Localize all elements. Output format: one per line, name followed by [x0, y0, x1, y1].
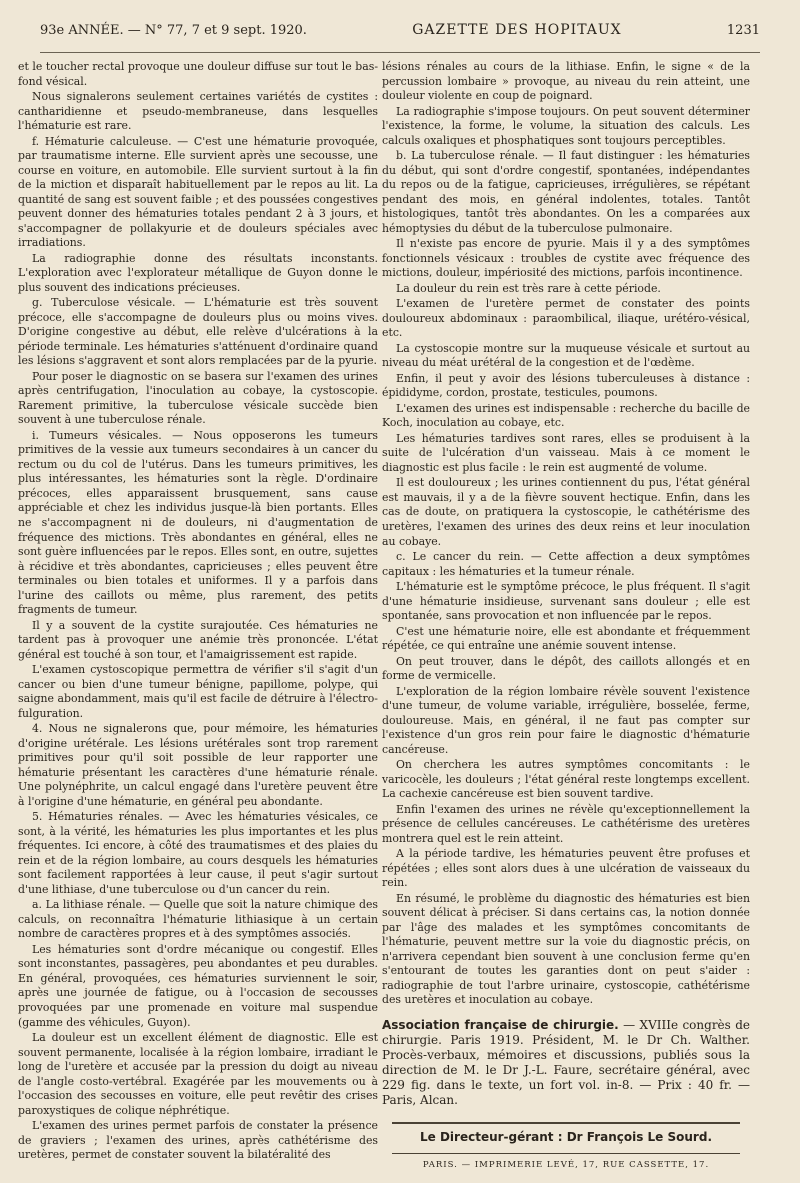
paragraph: i. Tumeurs vésicales. — Nous opposerons les tumeurs primitives de la vessie aux tumeurs secondaires à un cancer du rectum ou du col de l'utérus. Dans les tumeurs primitives, les plus intéressantes, les hématuries sont la règle. D'ordinaire précoces, elles apparaissent brusquement, sans cause appréciable et chez les individus jusque-là bien portants. Elles ne s'accompagnent ni de douleurs, ni d'augmentation de fréquence des mictions. Très abondantes en général, elles ne sont guère influencées par le repos. Elles sont, en outre, sujettes à récidive et très abondantes, capricieuses ; elles peuvent être terminales ou bien totales et uniformes. Il y a parfois dans l'urine des caillots ou même, plus rarement, des petits fragments de tumeur. [18, 428, 378, 617]
issue-info: 93e ANNÉE. — N° 77, 7 et 9 sept. 1920. [40, 23, 307, 38]
paragraph: 5. Hématuries rénales. — Avec les hématuries vésicales, ce sont, à la vérité, les hématuries les plus importantes et les plus fréquentes. Ici encore, à côté des traumatismes et des plaies du rein et de la région lombaire, au cours desquels les hématuries sont facilement rapportées à leur cause, il peut s'agir surtout d'une lithiase, d'une tuberculose ou d'un cancer du rein. [18, 810, 378, 896]
footer-box [392, 1122, 740, 1154]
paragraph: lésions rénales au cours de la lithiase. Enfin, le signe « de la percussion lombaire » provoque, au niveau du rein atteint, une douleur violente en coup de poignard. [382, 60, 750, 103]
page-number: 1231 [726, 23, 760, 38]
paragraph: b. La tuberculose rénale. — Il faut distinguer : les hématuries du début, qui sont d'ordre congestif, spontanées, indépendantes du repos ou de la fatigue, capricieuses, irrégulières, se répétant pendant des mois, en général indolentes, totales. Tantôt histologiques, tantôt très abondantes. On les a comparées aux hémoptysies du début de la tuberculose pulmonaire. [382, 149, 750, 235]
director-line: Le Directeur-gérant : Dr François Le Sourd. [420, 1130, 712, 1144]
paragraph: Il est douloureux ; les urines contiennent du pus, l'état général est mauvais, il y a de la fièvre souvent hectique. Enfin, dans les cas de doute, on pratiquera la cystoscopie, le cathétérisme des uretères, l'examen des urines des deux reins et leur inoculation au cobaye. [382, 476, 750, 548]
paragraph: On cherchera les autres symptômes concomitants : le varicocèle, les douleurs ; l'état général reste longtemps excellent. La cachexie cancéreuse est bien souvent tardive. [382, 758, 750, 801]
printer-line: PARIS. — IMPRIMERIE LEVÉ, 17, RUE CASSETTE, 17. [422, 1159, 710, 1170]
announcement-body: — XVIIIe congrès de chirurgie. Paris 1919. Président, M. le Dr Ch. Walther. Procès-verbaux, mémoires et discussions, publiés sous la direction de M. le Dr J.-L. Faure, secrétaire général, avec 229 fig. dans le texte, un fort vol. in-8. — Prix : 40 fr. — Paris, Alcan. [382, 1018, 750, 1107]
paragraph: 4. Nous ne signalerons que, pour mémoire, les hématuries d'origine urétérale. Les lésions urétérales sont trop rarement primitives pour qu'il soit possible de leur rapporter une hématurie présentant les caractères d'une hématurie rénale. Une polynéphrite, un calcul engagé dans l'uretère peuvent être à l'origine d'une hématurie, en général peu abondante. [18, 722, 378, 808]
paragraph: Nous signalerons seulement certaines variétés de cystites : cantharidienne et pseudo-membraneuse, dans lesquelles l'hématurie est rare. [18, 90, 378, 133]
page-header [40, 22, 760, 53]
paragraph: a. La lithiase rénale. — Quelle que soit la nature chimique des calculs, on reconnaîtra l'hématurie lithiasique à un certain nombre de caractères propres et à des symptômes associés. [18, 898, 378, 941]
left-column [18, 60, 378, 1164]
announcement-head: Association française de chirurgie. [382, 1018, 619, 1032]
paragraph: Les hématuries sont d'ordre mécanique ou congestif. Elles sont inconstantes, passagères, peu abondantes et peu durables. En général, provoquées, ces hématuries surviennent le soir, après une journée de fatigue, ou à l'occasion de secousses provoquées par une promenade en voiture mal suspendue (gamme des véhicules, Guyon). [18, 942, 378, 1029]
paragraph: Enfin l'examen des urines ne révèle qu'exceptionnellement la présence de cellules cancéreuses. Le cathétérisme des uretères montrera quel est le rein atteint. [382, 802, 750, 845]
paragraph: La radiographie s'impose toujours. On peut souvent déterminer l'existence, la forme, le volume, la situation des calculs. Les calculs oxaliques et phosphatiques sont toujours perceptibles. [382, 104, 750, 147]
paragraph: Enfin, il peut y avoir des lésions tuberculeuses à distance : épididyme, cordon, prostate, testicules, poumons. [382, 371, 750, 400]
paragraph: c. Le cancer du rein. — Cette affection a deux symptômes capitaux : les hématuries et la tumeur rénale. [382, 550, 750, 578]
paragraph: L'examen cystoscopique permettra de vérifier s'il s'agit d'un cancer ou bien d'une tumeur bénigne, papillome, polype, qui saigne abondamment, mais qu'il est facile de détruire à l'électro-fulguration. [18, 663, 378, 720]
paragraph: C'est une hématurie noire, elle est abondante et fréquemment répétée, ce qui entraîne une anémie souvent intense. [382, 624, 750, 653]
paragraph: En résumé, le problème du diagnostic des hématuries est bien souvent délicat à préciser. Si dans certains cas, la notion donnée par l'âge des malades et les symptômes concomitants de l'hématurie, peuvent mettre sur la voie du diagnostic précis, on n'arrivera cependant bien souvent à une conclusion ferme qu'en s'entourant de toutes les garanties dont on peut s'aider : radiographie de tout l'arbre urinaire, cystoscopie, cathétérisme des uretères et inoculation au cobaye. [382, 891, 750, 1007]
paragraph: A la période tardive, les hématuries peuvent être profuses et répétées ; elles sont alors dues à une ulcération de vaisseaux du rein. [382, 847, 750, 890]
paragraph: L'examen de l'uretère permet de constater des points douloureux abdominaux : paraombilical, iliaque, urétéro-vésical, etc. [382, 297, 750, 340]
right-column [382, 60, 750, 1172]
paragraph: L'examen des urines est indispensable : recherche du bacille de Koch, inoculation au cobaye, etc. [382, 401, 750, 430]
paragraph: Il n'existe pas encore de pyurie. Mais il y a des symptômes fonctionnels vésicaux : troubles de cystite avec fréquence des mictions, douleur, impériosité des mictions, parfois incontinence. [382, 237, 750, 280]
paragraph: g. Tuberculose vésicale. — L'hématurie est très souvent précoce, elle s'accompagne de douleurs plus ou moins vives. D'origine congestive au début, elle relève d'ulcérations à la période terminale. Les hématuries s'atténuent d'ordinaire quand les lésions s'aggravent et sont alors remplacées par de la pyurie. [18, 296, 378, 368]
paragraph: Il y a souvent de la cystite surajoutée. Ces hématuries ne tardent pas à provoquer une anémie très prononcée. L'état général est touché à son tour, et l'amaigrissement est rapide. [18, 618, 378, 661]
paragraph: Les hématuries tardives sont rares, elles se produisent à la suite de l'ulcération d'un vaisseau. Mais à ce moment le diagnostic est plus facile : le rein est augmenté de volume. [382, 431, 750, 474]
paragraph: Pour poser le diagnostic on se basera sur l'examen des urines après centrifugation, l'inoculation au cobaye, la cystoscopie. Rarement primitive, la tuberculose vésicale succède bien souvent à une tuberculose rénale. [18, 369, 378, 427]
paragraph: L'exploration de la région lombaire révèle souvent l'existence d'une tumeur, de volume variable, irrégulière, bosselée, ferme, douloureuse. Mais, en général, il ne faut pas compter sur l'existence d'un gros rein pour faire le diagnostic d'hématurie cancéreuse. [382, 684, 750, 756]
paragraph: et le toucher rectal provoque une douleur diffuse sur tout le bas-fond vésical. [18, 60, 378, 88]
journal-title: GAZETTE DES HOPITAUX [412, 22, 622, 38]
paragraph: La douleur du rein est très rare à cette période. [396, 281, 661, 295]
paragraph: L'examen des urines permet parfois de constater la présence de graviers ; l'examen des urines, après cathétérisme des uretères, permet de constater souvent la bilatéralité des [18, 1119, 378, 1162]
announcement [382, 1018, 750, 1108]
paragraph: La cystoscopie montre sur la muqueuse vésicale et surtout au niveau du méat urétéral de la congestion et de l'œdème. [382, 341, 750, 370]
paragraph: f. Hématurie calculeuse. — C'est une hématurie provoquée, par traumatisme interne. Elle survient après une secousse, une course en voiture, en automobile. Elle survient surtout à la fin de la miction et disparaît habituellement par le repos au lit. La quantité de sang est souvent faible ; et des poussées congestives peuvent donner des hématuries totales pendant 2 à 3 jours, et s'accompagner de pollakyurie et de douleurs spéciales avec irradiations. [18, 134, 378, 250]
paragraph: La radiographie donne des résultats inconstants. L'exploration avec l'explorateur métallique de Guyon donne le plus souvent des indications précieuses. [18, 251, 378, 294]
paragraph: L'hématurie est le symptôme précoce, le plus fréquent. Il s'agit d'une hématurie insidieuse, survenant sans douleur ; elle est spontanée, sans provocation et non influencée par le repos. [382, 580, 750, 623]
paragraph: La douleur est un excellent élément de diagnostic. Elle est souvent permanente, localisée à la région lombaire, irradiant le long de l'uretère et accusée par la pression du doigt au niveau de l'angle costo-vertébral. Exagérée par les mouvements ou à l'occasion des secousses en voiture, elle peut revêtir des crises paroxystiques de colique néphrétique. [18, 1031, 378, 1117]
paragraph: On peut trouver, dans le dépôt, des caillots allongés et en forme de vermicelle. [382, 654, 750, 683]
